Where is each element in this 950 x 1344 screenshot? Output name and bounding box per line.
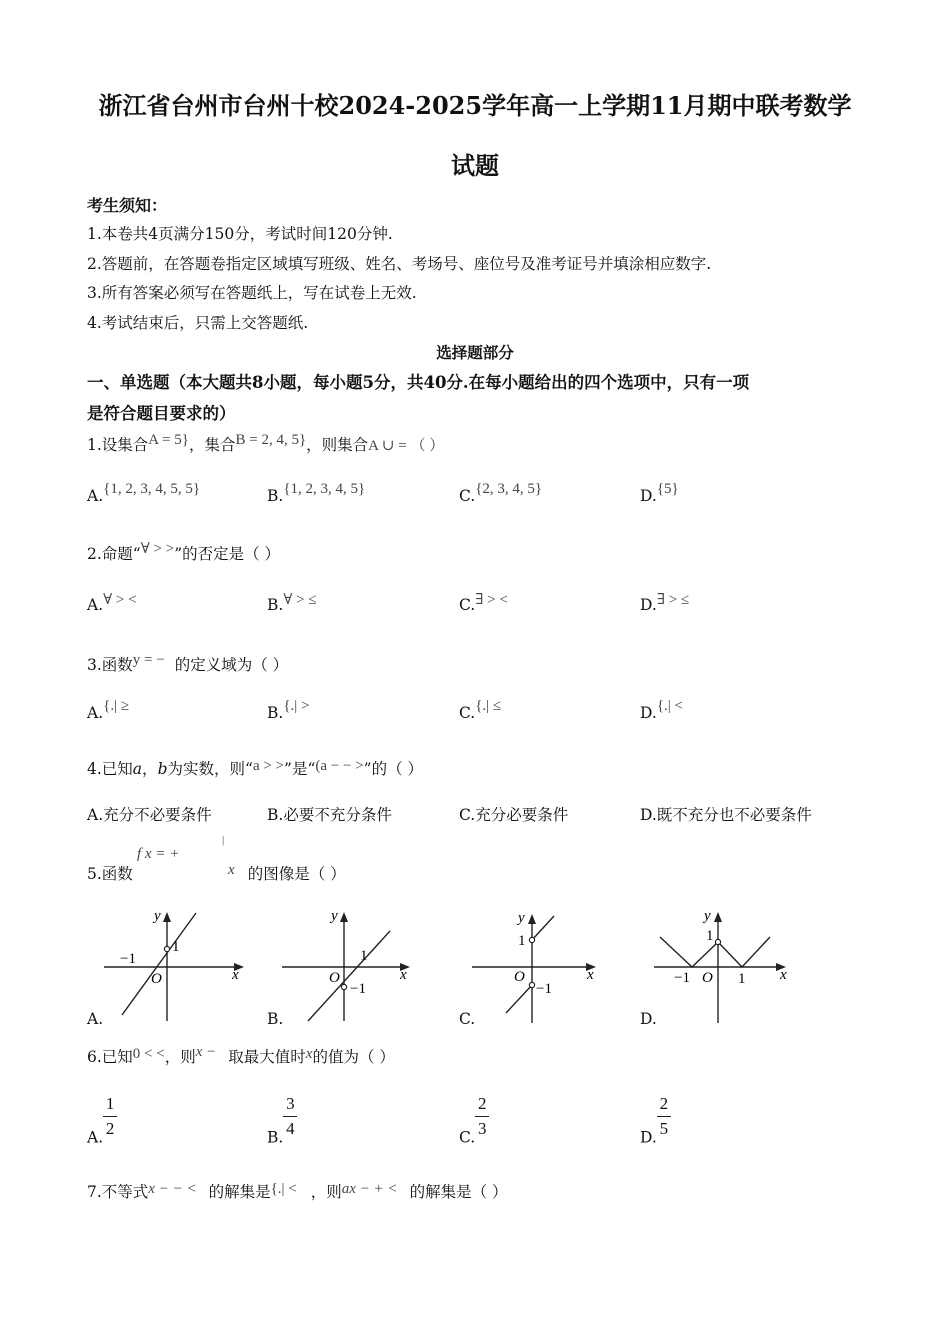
q1-math-b: B = 2, 4, 5} [235,432,307,448]
q6-math: x − [195,1044,217,1060]
open-point [341,984,346,989]
option-letter: C. [459,596,476,614]
x-label: x [400,967,407,983]
tick-label: 1 [738,971,746,987]
option-letter: B. [267,487,284,505]
q4-stem: ， [142,760,158,778]
fraction-bar [475,1116,489,1117]
option-text: ∀ > ≤ [283,592,317,608]
page-title: 浙江省台州市台州十校2024-2025学年高一上学期11月期中联考数学 [98,91,852,120]
tick-label: 1 [518,933,526,949]
q4-option-c[interactable]: C.充分必要条件 [459,806,569,824]
option-text: {5} [656,481,679,497]
page-title-line2: 试题 [451,151,499,180]
open-point [715,939,720,944]
q4-stem: ”的（ ） [363,760,424,778]
option-letter: C. [459,1128,476,1147]
numerator: 2 [659,1094,669,1113]
notice-item: 3.所有答案必须写在答题纸上，写在试卷上无效. [87,284,417,302]
option-letter: A. [87,1128,104,1147]
question-5 [87,862,346,884]
y-label: y [331,908,338,924]
q5-option-b[interactable]: B. [267,1010,284,1028]
notice-item: 2.答题前，在答题卷指定区域填写班级、姓名、考场号、座位号及准考证号并填涂相应数字. [87,255,712,273]
option-text: ∀ > < [103,592,137,608]
q4-option-d[interactable]: D.既不充分也不必要条件 [640,806,812,824]
y-axis-arrow-icon [714,912,722,922]
q4-stem: 4.已知 [87,760,133,778]
q6-stem: 6.已知 [87,1048,133,1066]
denominator: 3 [477,1119,487,1138]
fraction-bar [103,1116,117,1117]
q7-stem: 的解集是（ ） [409,1183,508,1201]
q4-stem: 为实数，则“ [167,760,253,778]
q4-var-b: b [157,760,168,778]
q1-stem: ，集合 [188,436,236,454]
x-label: x [232,967,239,983]
q3-stem: 的定义域为（ ） [174,656,289,674]
q4-var-a: a [132,760,143,778]
fraction [475,1094,489,1139]
y-label: y [704,908,711,924]
q4-math: a > > [252,758,285,774]
origin-label: O [514,969,525,985]
open-point [164,946,169,951]
origin-label: O [329,970,340,986]
notice-item: 1.本卷共4页满分150分，考试时间120分钟. [87,225,393,243]
q1-option-b[interactable] [267,481,366,506]
option-letter: B. [267,596,284,614]
q4-option-a[interactable]: A.充分不必要条件 [87,806,212,824]
y-axis-arrow-icon [528,914,536,924]
y-axis-arrow-icon [340,912,348,922]
option-letter: A. [87,704,104,722]
x-label: x [780,967,787,983]
fraction [103,1094,117,1139]
q4-stem: ”是“ [284,760,316,778]
section-label: 选择题部分 [436,343,514,362]
option-text: {2, 3, 4, 5} [475,481,543,497]
option-letter: C. [459,487,476,505]
q7-stem: 7.不等式 [87,1183,149,1201]
question-4 [87,757,423,779]
question-3 [87,653,288,675]
q6-math: 0 < < [132,1046,165,1062]
q5-stem: 的图像是（ ） [247,865,346,883]
option-text: {.| ≤ [475,698,502,714]
q6-stem: ，则 [164,1048,196,1066]
q3-option-b[interactable] [267,698,310,723]
tick-label: −1 [536,981,552,997]
q7-stem: 的解集是 [208,1183,271,1201]
fraction [283,1094,297,1139]
option-letter: A. [87,487,104,505]
y-axis-arrow-icon [163,912,171,922]
tick-label: −1 [350,981,366,997]
option-text: {.| > [283,698,310,714]
q7-math: x − − < [148,1181,197,1197]
question-7 [87,1180,508,1202]
fraction-bar [657,1116,671,1117]
q2-option-a[interactable] [87,592,137,615]
q5-math-x: x [228,862,235,878]
q7-math: {.| < [270,1181,297,1197]
option-letter: D. [640,1128,657,1147]
option-text: ∃ > ≤ [656,592,690,608]
option-letter: C. [459,704,476,722]
option-letter: A. [87,596,104,614]
option-text: ∃ > < [475,592,508,608]
tick-label: 1 [172,939,180,955]
q3-math: y = − [132,652,165,668]
q1-stem: ，则集合 [306,436,369,454]
y-label: y [518,910,525,926]
option-text: {1, 2, 3, 4, 5} [283,481,366,497]
q3-option-a[interactable] [87,698,130,723]
q1-math-c: A ∪ = （ ） [368,438,445,454]
numerator: 1 [105,1094,115,1113]
q2-stem: ”的否定是（ ） [174,545,281,563]
q1-option-a[interactable] [87,481,201,506]
q2-math: ∀ > > [140,541,175,557]
y-label: y [154,908,161,924]
q1-stem: 1.设集合 [87,436,149,454]
graph-line-right [532,916,554,940]
numerator: 2 [477,1094,487,1113]
part1-heading: 一、单选题（本大题共8小题，每小题5分，共40分.在每小题给出的四个选项中，只有一项 [87,373,750,392]
q3-stem: 3.函数 [87,656,133,674]
tick-label: 1 [706,928,714,944]
q6-option-a[interactable] [87,1094,117,1147]
q3-option-d[interactable] [640,698,683,723]
q2-option-c[interactable] [459,592,508,615]
q5-graph-b[interactable] [280,905,430,1025]
notice-heading: 考生须知： [87,196,168,215]
option-letter: D. [640,596,657,614]
denominator: 5 [659,1119,669,1138]
fraction [657,1094,671,1139]
numerator: 3 [286,1094,295,1113]
graph-line [308,931,390,1021]
q6-math: x [305,1046,313,1062]
q4-option-b[interactable]: B.必要不充分条件 [267,806,392,824]
q7-stem: ，则 [310,1183,342,1201]
open-point [529,982,534,987]
q6-stem: 的值为（ ） [312,1048,395,1066]
tick-label: −1 [674,970,690,986]
option-text: {.| < [656,698,683,714]
q1-option-d[interactable] [640,481,679,506]
denominator: 4 [286,1119,295,1138]
q1-option-c[interactable] [459,481,543,506]
part1-heading-cont: 是符合题目要求的） [87,404,236,423]
q6-option-d[interactable] [640,1094,671,1147]
notice-item: 4.考试结束后，只需上交答题纸. [87,314,309,332]
tick-label: −1 [120,951,136,967]
question-1 [87,433,444,455]
option-letter: B. [267,704,284,722]
q6-option-c[interactable] [459,1094,489,1147]
fraction-bar [283,1116,297,1117]
tick-label: 1 [360,948,368,964]
q5-graph-d[interactable] [652,905,802,1025]
q5-option-c[interactable]: C. [459,1010,476,1028]
option-text: {1, 2, 3, 4, 5, 5} [103,481,201,497]
q5-math-top: | [222,834,225,846]
q4-math: (a − − > [315,758,364,774]
q5-math-f: f x = + [137,846,180,862]
origin-label: O [702,970,713,986]
open-point [529,937,534,942]
x-label: x [587,967,594,983]
q2-option-b[interactable] [267,592,317,615]
option-letter: D. [640,487,657,505]
option-letter: B. [267,1128,284,1147]
q3-option-c[interactable] [459,698,502,723]
option-letter: D. [640,704,657,722]
question-6 [87,1045,395,1067]
q7-math: ax − + < [341,1181,398,1197]
q6-stem: 取最大值时 [228,1048,306,1066]
q5-graph-a[interactable] [100,905,250,1025]
q6-option-b[interactable] [267,1094,297,1147]
q5-stem: 5.函数 [87,865,133,883]
graph-line-left [506,985,532,1013]
origin-label: O [151,971,162,987]
q2-option-d[interactable] [640,592,690,615]
q5-option-d[interactable]: D. [640,1010,657,1028]
q5-option-a[interactable]: A. [87,1010,104,1028]
q5-graph-c[interactable] [470,905,620,1025]
q2-stem: 2.命题“ [87,545,141,563]
denominator: 2 [105,1119,115,1138]
question-2 [87,542,280,564]
q1-math-a: A = 5} [148,432,189,448]
option-text: {.| ≥ [103,698,130,714]
